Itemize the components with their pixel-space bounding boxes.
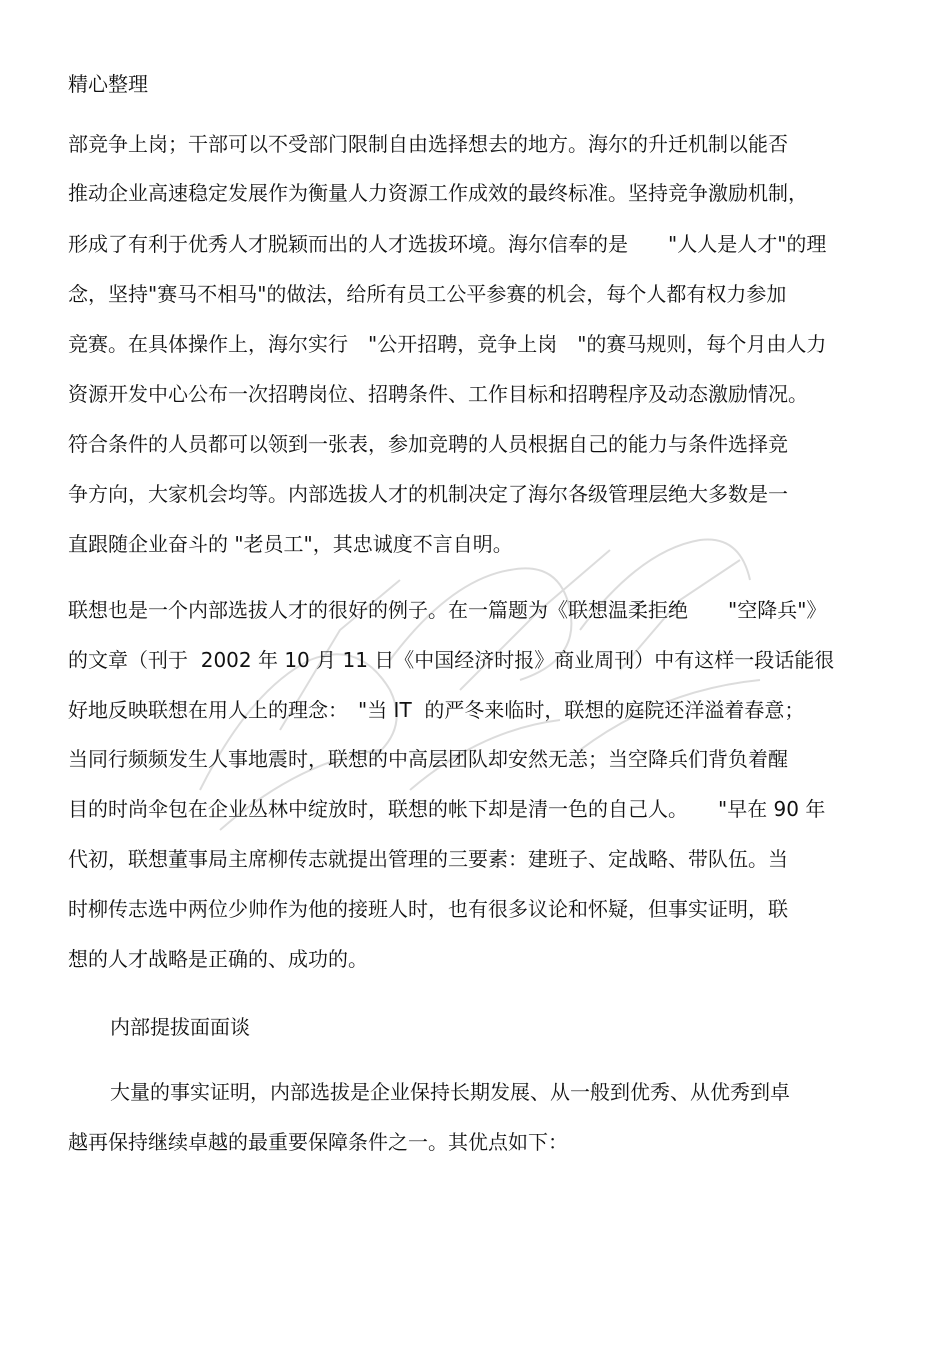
paragraph-line: 想的人才战略是正确的、成功的。 xyxy=(68,947,368,971)
paragraph-line: 的文章（刊于 2002 年 10 月 11 日《中国经济时报》商业周刊）中有这样一段话能很 xyxy=(68,648,835,672)
paragraph-line: 形成了有利于优秀人才脱颖而出的人才选拔环境。海尔信奉的是 "人人是人才"的理 xyxy=(68,232,827,256)
paragraph-line: 当同行频频发生人事地震时，联想的中高层团队却安然无恙；当空降兵们背负着醒 xyxy=(68,747,788,771)
paragraph-line: 大量的事实证明，内部选拔是企业保持长期发展、从一般到优秀、从优秀到卓 xyxy=(110,1080,790,1104)
section-heading: 内部提拔面面谈 xyxy=(110,1015,250,1039)
paragraph-line: 竞赛。在具体操作上，海尔实行 "公开招聘，竞争上岗 "的赛马规则，每个月由人力 xyxy=(68,332,827,356)
paragraph-line: 部竞争上岗；干部可以不受部门限制自由选择想去的地方。海尔的升迁机制以能否 xyxy=(68,132,788,156)
paragraph-line: 越再保持继续卓越的最重要保障条件之一。其优点如下： xyxy=(68,1130,568,1154)
paragraph-line: 资源开发中心公布一次招聘岗位、招聘条件、工作目标和招聘程序及动态激励情况。 xyxy=(68,382,808,406)
paragraph-line: 直跟随企业奋斗的 "老员工"，其忠诚度不言自明。 xyxy=(68,532,513,556)
paragraph-line: 念，坚持"赛马不相马"的做法，给所有员工公平参赛的机会，每个人都有权力参加 xyxy=(68,282,787,306)
paragraph-line: 目的时尚伞包在企业丛林中绽放时，联想的帐下却是清一色的自己人。 "早在 90 年 xyxy=(68,797,826,821)
paragraph-line: 争方向，大家机会均等。内部选拔人才的机制决定了海尔各级管理层绝大多数是一 xyxy=(68,482,788,506)
paragraph-line: 好地反映联想在用人上的理念： "当 IT 的严冬来临时，联想的庭院还洋溢着春意； xyxy=(68,698,805,722)
paragraph-line: 推动企业高速稳定发展作为衡量人力资源工作成效的最终标准。坚持竞争激励机制， xyxy=(68,181,808,205)
paragraph-line: 符合条件的人员都可以领到一张表，参加竞聘的人员根据自己的能力与条件选择竞 xyxy=(68,432,788,456)
header-label: 精心整理 xyxy=(68,72,148,96)
paragraph-line: 代初，联想董事局主席柳传志就提出管理的三要素：建班子、定战略、带队伍。当 xyxy=(68,847,788,871)
paragraph-line: 联想也是一个内部选拔人才的很好的例子。在一篇题为《联想温柔拒绝 "空降兵"》 xyxy=(68,598,827,622)
paragraph-line: 时柳传志选中两位少帅作为他的接班人时，也有很多议论和怀疑，但事实证明，联 xyxy=(68,897,788,921)
